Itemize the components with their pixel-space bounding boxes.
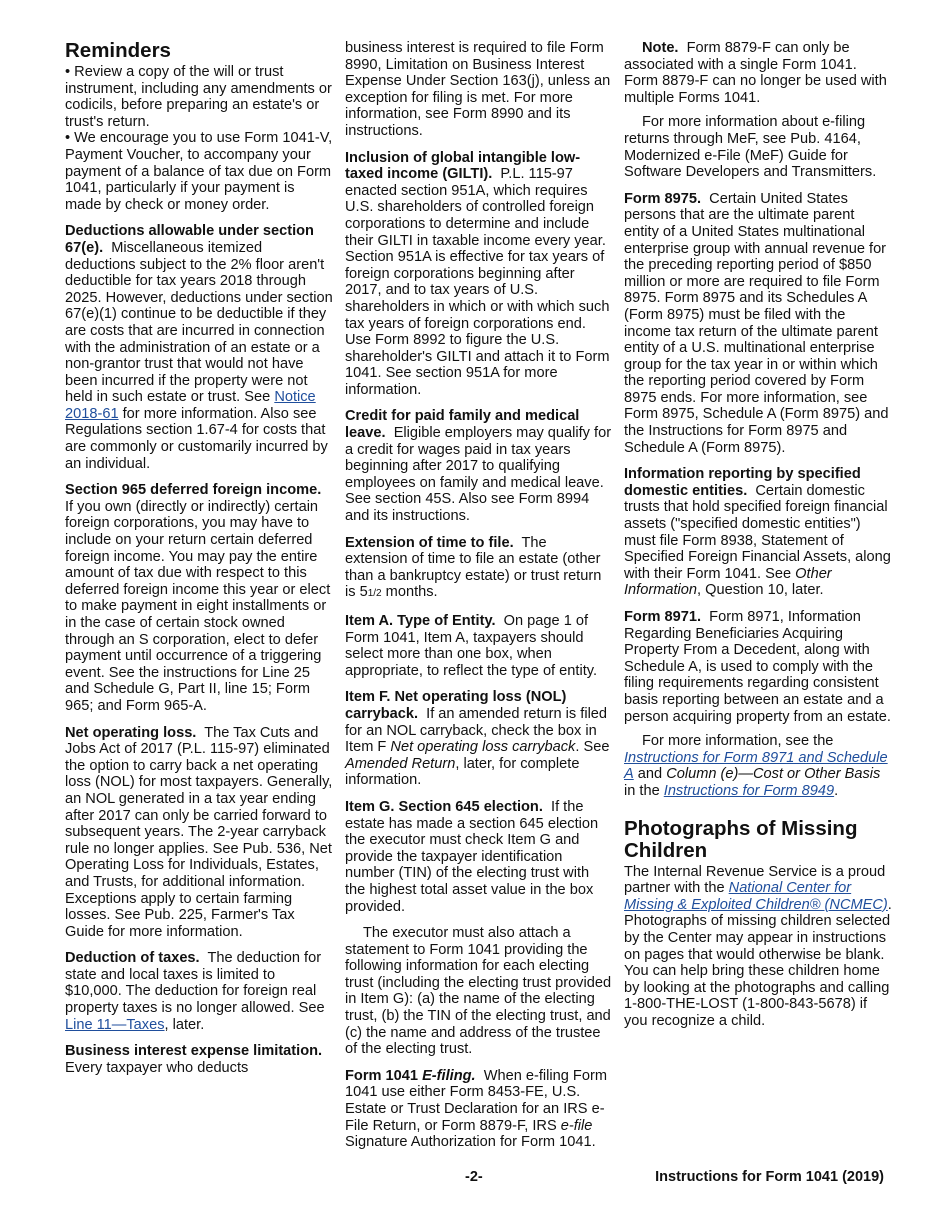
reminder-bullet-2: • We encourage you to use Form 1041-V, Payment Voucher, to accompany your payment of a balance of tax due on Form 1041, particularly if your payment is made by check or money order. xyxy=(65,130,333,213)
efiling-paragraph xyxy=(345,1068,613,1151)
column-1 xyxy=(65,40,333,1086)
instructions-8949-link-text[interactable]: Instructions for Form 8949 xyxy=(663,782,835,799)
form-8971-italic: Column (e)—Cost or Other Basis xyxy=(666,766,881,783)
paid-leave-credit-heading: Credit for paid family and medical leave. xyxy=(345,408,580,442)
efiling-text-1: When e-filing Form 1041 use either Form 8453-FE, U.S. Estate or Trust Declaration for an IRS e-File Return, or Form 8879-F, IRS xyxy=(345,1067,607,1134)
deduction-of-taxes-heading: Deduction of taxes. xyxy=(65,950,200,967)
item-a-heading: Item A. Type of Entity. xyxy=(345,613,496,629)
item-f-text-3: , later, for complete information. xyxy=(345,755,580,789)
net-operating-loss-text: The Tax Cuts and Jobs Act of 2017 (P.L. 115-97) eliminated the option to carry back a net operating loss (NOL) for most taxpayers. Generally, an NOL generated in a tax year ending after 2017 can only be carried forward to subsequent years. The 2-year carryback rule no longer applies. See Pub. 536, Net Operating Loss for Individuals, Estates, and Trusts, for additional information. Exceptions apply to certain farming losses. See Pub. 225, Farmer's Tax Guide for more information. xyxy=(65,724,333,940)
item-f-heading: Item F. Net operating loss (NOL) carryback. xyxy=(345,689,567,722)
business-interest-paragraph xyxy=(65,1043,333,1076)
deduction-of-taxes-paragraph xyxy=(65,950,333,1033)
paid-leave-credit-text: Eligible employers may qualify for a credit for wages paid in tax years beginning after 2017 to qualifying employees on family and medical leave. See section 45S. Also see Form 8994 and its instructions. xyxy=(345,425,612,525)
photographs-text-1: The Internal Revenue Service is a proud partner with the xyxy=(624,863,886,897)
note-heading: Note. xyxy=(642,40,679,56)
section-965-text: If you own (directly or indirectly) certain foreign corporations, you may have to include on your return certain deferred foreign income. You may pay the entire amount of tax due with respect to this deferred foreign income this year or elect to make payment in eight installments or in the case of certain stock owned through an S corporation, elect to defer payment until occurrence of a triggering event. See the instructions for Line 25 and Schedule G, Part II, line 15; Form 965; and Form 965-A. xyxy=(65,498,331,714)
form-title: Instructions for Form 1041 (2019) xyxy=(655,1169,884,1185)
info-reporting-text-1: Certain domestic trusts that hold specified foreign financial assets ("specified domestic entities") must file Form 8938, Statement of Specified Foreign Financial Assets, along with their Form 1041. See xyxy=(624,482,891,582)
item-a-paragraph xyxy=(345,613,613,679)
form-8971-more-paragraph xyxy=(624,733,892,799)
notice-2018-61-link[interactable]: Notice 2018-61 xyxy=(65,389,316,422)
gilti-heading: Inclusion of global intangible low-taxed income (GILTI). xyxy=(345,149,581,183)
ncmec-link-text[interactable]: National Center for Missing & Exploited Children® (NCMEC) xyxy=(624,880,888,913)
photographs-paragraph xyxy=(624,864,892,1030)
item-g-paragraph xyxy=(345,799,613,915)
business-interest-heading: Business interest expense limitation. xyxy=(65,1043,323,1060)
efiling-italic: e-file xyxy=(560,1117,593,1134)
instructions-8971-link-text[interactable]: Instructions for Form 8971 and Schedule A xyxy=(624,749,888,783)
efiling-heading-1: Form 1041 xyxy=(345,1067,419,1084)
net-operating-loss-paragraph xyxy=(65,725,333,941)
extension-paragraph xyxy=(345,535,613,603)
gilti-text: P.L. 115-97 enacted section 951A, which requires U.S. shareholders of controlled foreign corporations to determine and include their GILTI in taxable income every year. Section 951A is effective for tax years of foreign corporations beginning after 2017, and to tax years of U.S. shareholders in which or with which such tax years of foreign corporations end. Use Form 8992 to figure the U.S. shareholder's GILTI and attach it to Form 1041. See section 951A for more information. xyxy=(345,166,610,398)
section-965-heading: Section 965 deferred foreign income. xyxy=(65,482,322,499)
deductions-67e-heading: Deductions allowable under section 67(e). xyxy=(65,223,314,256)
form-8975-paragraph xyxy=(624,191,892,457)
item-a-text: On page 1 of Form 1041, Item A, taxpayers should select more than one box, when appropriate, to reflect the type of entity. xyxy=(345,613,598,679)
form-8975-heading: Form 8975. xyxy=(624,190,702,207)
efiling-heading-2: E-filing. xyxy=(422,1067,476,1084)
photographs-heading: Photographs of Missing Children xyxy=(624,816,858,862)
deductions-67e-paragraph xyxy=(65,223,333,472)
info-reporting-heading: Information reporting by specified domestic entities. xyxy=(624,466,861,499)
item-f-text-1: If an amended return is filed for an NOL carryback, check the box in Item F xyxy=(345,705,608,756)
form-8971-text: Form 8971, Information Regarding Beneficiaries Acquiring Property From a Decedent, along with Schedule A, is used to comply with the filing requirements regarding consistent basis reporting between an estate and a person acquiring property from an estate. xyxy=(624,609,891,725)
paid-leave-credit-paragraph xyxy=(345,408,613,524)
extension-text-2: months. xyxy=(381,584,438,601)
reminder-bullet-1: • Review a copy of the will or trust instrument, including any amendments or codicils, before preparing an estate's or trust's return. xyxy=(65,64,332,130)
item-f-paragraph xyxy=(345,689,613,789)
item-f-italic-1: Net operating loss carryback xyxy=(390,739,576,756)
note-paragraph xyxy=(624,40,892,106)
info-reporting-paragraph xyxy=(624,466,892,599)
column-2 xyxy=(345,40,613,1161)
form-8975-text: Certain United States persons that are the ultimate parent entity of a United States multinational enterprise group with annual revenue for the preceding reporting period of $850 million or more are required to file Form 8975. Form 8975 and its Schedules A (Form 8975) must be filed with the income tax return of the ultimate parent entity of a U.S. multinational enterprise group for the tax year in or within which the reporting period covered by Form 8975 ends. For more information, see Form 8975, Schedule A (Form 8975) and the Instructions for Form 8975 and Schedule A (Form 8975). xyxy=(624,190,889,456)
extension-text-1: The extension of time to file an estate (other than a bankruptcy estate) or trust return is 5 xyxy=(345,534,602,601)
info-reporting-italic: Other Information xyxy=(624,565,832,599)
instructions-8949-link[interactable] xyxy=(664,783,834,799)
mef-info-paragraph: For more information about e-filing returns through MeF, see Pub. 4164, Modernized e-File (MeF) Guide for Software Developers and Transmitters. xyxy=(624,114,877,181)
column-3 xyxy=(624,40,892,1039)
deduction-of-taxes-text-1: The deduction for state and local taxes is limited to $10,000. The deduction for foreign real property taxes is no longer allowed. See xyxy=(65,950,325,1017)
page-number: -2- xyxy=(465,1169,483,1185)
executor-paragraph: The executor must also attach a statement to Form 1041 providing the following information for each electing trust (including the electing trust provided in Item G): (a) the name of the electing trust, (b) the TIN of the electing trust, and (c) the name and address of the trustee of the electing trust. xyxy=(345,925,612,1058)
extension-heading: Extension of time to file. xyxy=(345,534,514,551)
item-g-heading: Item G. Section 645 election. xyxy=(345,798,543,815)
business-interest-text: Every taxpayer who deducts xyxy=(65,1059,249,1076)
extension-fraction: 1/2 xyxy=(367,588,382,600)
note-text: Form 8879-F can only be associated with a single Form 1041. Form 8879-F can no longer be used with multiple Forms 1041. xyxy=(624,40,887,106)
item-f-italic-2: Amended Return xyxy=(345,755,456,772)
form-8971-more-2: and xyxy=(637,766,663,783)
form-8971-more-4: . xyxy=(834,782,839,799)
line-11-taxes-link[interactable]: Line 11—Taxes xyxy=(65,1016,165,1033)
item-g-text: If the estate has made a section 645 election the executor must check Item G and provide the taxpayer identification number (TIN) of the electing trust with the highest total asset value in the box provided. xyxy=(345,798,599,915)
business-interest-continued: business interest is required to file Form 8990, Limitation on Business Interest Expense Under Section 163(j), unless an exception for filing is met. For more information, see Form 8990 and its instructions. xyxy=(345,40,611,139)
deduction-of-taxes-text-2: , later. xyxy=(164,1016,205,1033)
form-8971-more-1: For more information, see the xyxy=(642,733,834,750)
reminders-heading: Reminders xyxy=(65,39,171,62)
deductions-67e-text-2: for more information. Also see Regulations section 1.67-4 for costs that are commonly or customarily incurred by an individual. xyxy=(65,405,328,472)
section-965-paragraph xyxy=(65,482,333,714)
gilti-paragraph xyxy=(345,150,613,399)
efiling-text-2: Signature Authorization for Form 1041. xyxy=(345,1134,596,1151)
item-f-text-2: . See xyxy=(575,739,610,756)
form-8971-heading: Form 8971. xyxy=(624,609,702,625)
deductions-67e-text-1: Miscellaneous itemized deductions subject to the 2% floor aren't deductible for tax years 2018 through 2025. However, deductions under section 67(e)(1) continue to be deductible if they are costs that are incurred in connection with the administration of an estate or a non-grantor trust that would not have been incurred if the property were not held in such estate or trust. See xyxy=(65,239,333,406)
form-8971-paragraph xyxy=(624,609,892,725)
net-operating-loss-heading: Net operating loss. xyxy=(65,724,197,741)
info-reporting-text-2: , Question 10, later. xyxy=(697,582,824,599)
photographs-text-2: . Photographs of missing children selected by the Center may appear in instructions on pages that would otherwise be blank. You can help bring these children home by looking at the photographs and calling 1-800-THE-LOST (1-800-843-5678) if you recognize a child. xyxy=(624,896,892,1029)
form-8971-more-3: in the xyxy=(624,782,660,799)
